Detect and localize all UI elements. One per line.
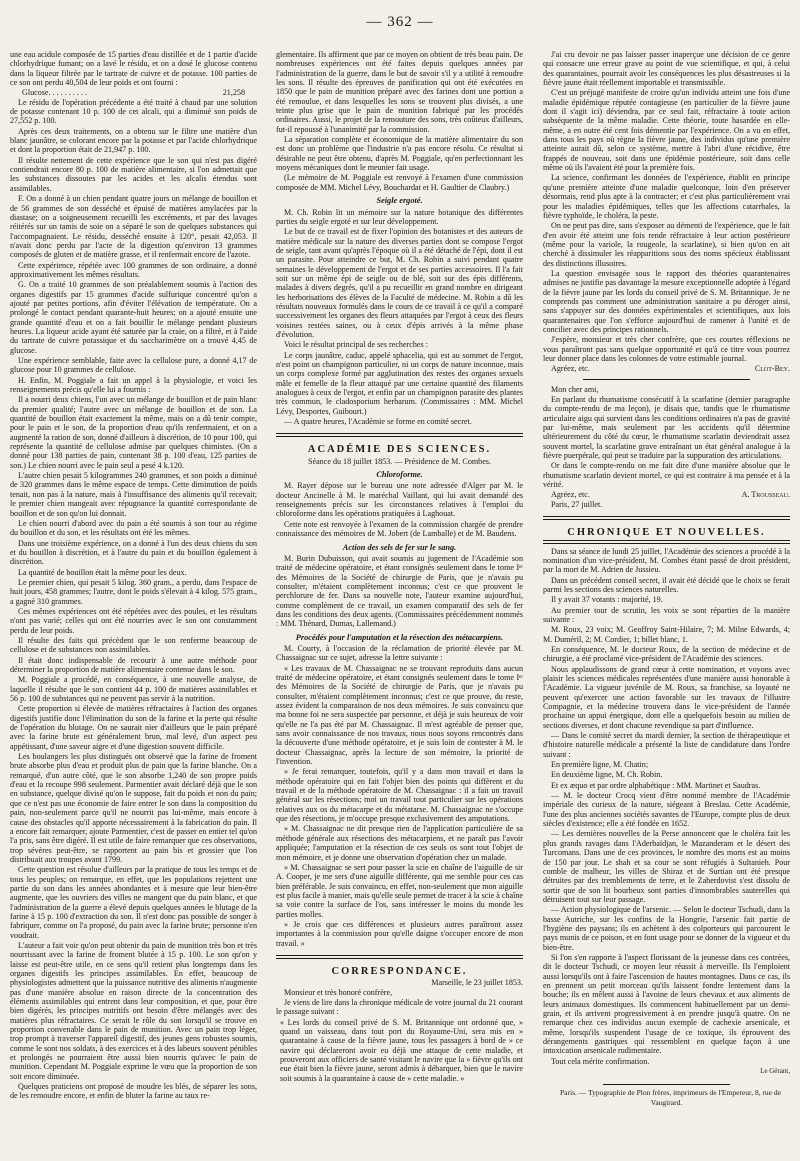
paragraph: — Dans le comité secret du mardi dernier, la section de thérapeutique et d'histoire naturelle médicale a présenté la liste de candidature dans l'ordre suivant : xyxy=(543,731,790,759)
paragraph: Cette note est renvoyée à l'examen de la commission chargée de prendre connaissance des mémoires de M. Jobert (de Lamballe) et de M. Baudens. xyxy=(276,519,523,539)
paragraph: » M. Chassaignac se sert pour passer la scie en chaîne de l'aiguille de sir A. Cooper, je me sers d'une aiguille différente, qui me semble pour ces cas bien préférable. Je suis convaincu, en effet, non-seulement que mon aiguille est plus facile à manier, mais qu'elle seule permet de tracer à la scie à chaîne sa voie contre la surface de l'os, sans intéresser le moins du monde les parties molles. xyxy=(276,862,523,919)
paragraph: Dans une troisième expérience, on a donné à l'un des deux chiens du son et du bouillon à discrétion, et à l'autre du pain et du bouillon également à discrétion. xyxy=(10,538,257,567)
signature-row xyxy=(543,364,790,373)
paragraph: On ne peut pas dire, sans s'exposer au démenti de l'expérience, que le fait d'en avoir été atteint une fois rende réfractaire à leur action postérieure (même pour la variole, la rougeole, la scarlatine), si bien qu'on en ait cherché à dissimuler les réapparitions sous des noms spécieux établissant des distinctions illusoires. xyxy=(543,221,790,268)
paragraph: En deuxième ligne, M. Ch. Robin. xyxy=(551,770,663,780)
gerant-label: Le Gérant, xyxy=(760,1067,790,1076)
closing: Agréez, etc. xyxy=(551,364,590,374)
paragraph: G. On a traité 10 grammes de son préalablement soumis à l'action des organes digestifs par 15 grammes d'acide sulfurique concentré qu'on a ajouté par petites portions, afin d'éviter l'élévation de température. On a prolongé le contact pendant quarante-huit heures; on a ajouté ensuite une grande quantité d'eau et on a fait bouillir le mélange pendant plusieurs heures. La liqueur acide ayant été saturée par la craie, on a filtré, et à l'aide du tartrate de cuivre potassique et du saccharimètre on a trouvé 4,45 de glucose. xyxy=(10,280,257,355)
paragraph: — M. le docteur Crocq vient d'être nommé membre de l'Académie impériale des curieux de la nature, siégeant à Breslau. Cette Académie, l'une des plus anciennes sociétés savantes de l'Europe, compte plus de deux siècles d'existence; elle a été fondée en 1652. xyxy=(543,791,790,829)
paragraph: Il a nourri deux chiens, l'un avec un mélange de bouillon et de pain blanc du premier qualité; l'autre avec un mélange de bouillon et de son. La quantité de bouillon était exactement la même, mais on a dû tenir compte, pour le pain et le son, de la proportion d'eau qu'ils renfermaient, et on a augmenté la ration de son, donné d'ailleurs à discrétion, de 10 pour 100, qui représente la quantité de cellulose admise par quelques chimistes. (On a donné pour 138 parties de pain, contenant 38 p. 100 d'eau, 125 parties de son.) Le chien nourri avec le pain seul a pesé 4 k.120. xyxy=(10,395,257,470)
paragraph: Le chien nourri d'abord avec du pain a été soumis à son tour au régime du bouillon et du son, et les résultats ont été les mêmes. xyxy=(10,518,257,538)
paragraph: Quelques praticiens ont proposé de moudre les blés, de séparer les sons, de les remoudre encore, et enfin de bluter la farine au taux re- xyxy=(10,1082,257,1101)
column-2 xyxy=(276,50,523,1150)
page-header xyxy=(0,0,800,46)
glucose-row xyxy=(10,88,257,97)
paragraph: Le corps jaunâtre, caduc, appelé sphacelia, qui est au sommet de l'ergot, n'est point un champignon particulier, ni un corps de nature inconnue, mais un corps complexe formé par agglutination des restes des organes sexuels mâle et femelle de la fleur attaqué par une certaine quantité des filaments analogues à ceux de l'ergot, et enfin par un champignon parasite des plantes très commun, le cladosporium herbarum. (Commissaires : MM. Michel Lévy, Desportes, Guibourt.) xyxy=(276,350,523,416)
paragraph: Après ces deux traitements, on a obtenu sur le filtre une matière d'un blanc jaunâtre, se colorant encore par la potasse et par l'acide chlorhydrique et dont la proportion était de 21,947 p. 100. xyxy=(10,126,257,155)
divider xyxy=(276,955,523,959)
paragraph: Nous applaudissons de grand cœur à cette nomination, et voyons avec plaisir les sciences médicales représentées d'une manière aussi honorable à l'Académie. La vigueur juvénile de M. Roux, sa franchise, sa loyauté ne peuvent qu'exercer une action favorable sur les travaux de l'illustre Compagnie, et la médecine trouvera dans le vice-président de l'année prochaine un appui énergique, dont elle a quelquefois besoin au milieu de sections diverses, et dont chacune revendique sa part d'influence. xyxy=(543,664,790,730)
paragraph: M. Ch. Robin lit un mémoire sur la nature botanique des différentes parties du seigle ergoté et sur leur développement. xyxy=(276,207,523,226)
paragraph: La séparation complète et économique de la matière alimentaire du son est donc un problème que l'industrie n'a pas encore résolu. Ce résultat si désirable ne peut être obtenu, d'après M. Poggiale, qu'en perfectionnant les moyens mécaniques dont le meunier fait usage. xyxy=(276,135,523,173)
paragraph: M. Rayer dépose sur le bureau une note adressée d'Alger par M. le docteur Ancinelle à M. le maréchal Vaillant, qui lui avait demandé des renseignements précis sur les circonstances relatives à l'emploi du chloroforme dans les opérations pratiquées à Laghouat. xyxy=(276,481,523,519)
section-heading-procedes: Procédés pour l'amputation et la résection des métacarpiens. xyxy=(295,632,504,642)
column-1 xyxy=(10,50,257,1150)
page-number: — 362 — xyxy=(366,14,434,30)
paragraph: H. Enfin, M. Poggiale a fait un appel à la physiologie, et voici les renseignements précis qu'elle lui a fournis : xyxy=(10,375,257,395)
glucose-value: 21,258 xyxy=(222,88,245,98)
paragraph: C'est un préjugé manifeste de croire qu'un individu atteint une fois d'une maladie épidémique réputée contagieuse (en particulier de la fièvre jaune dont il s'agit ici) déviendra, par ce seul fait, réfractaire à toute action subséquente de la même maladie. Cette théorie, toute hasardée en elle-même, a en outre été cent fois démentie par l'expérience. On a vu en effet, dans tous les pays où règne la fièvre jaune, des individus qu'une première atteinte aurait dû, selon ce système, mettre à l'abri d'une récidive, être frappés de nouveau, soit dans une épidémie postérieure, soit dans celle même où ils l'avaient été pour la première fois. xyxy=(543,88,790,173)
paragraph: (Le mémoire de M. Poggiale est renvoyé à l'examen d'une commission composée de MM. Michel Lévy, Bouchardat et H. Gaultier de Claubry.) xyxy=(276,173,523,192)
session-date: Séance du 18 juillet 1853. — Présidence de M. Combes. xyxy=(308,456,491,466)
paragraph: Le but de ce travail est de fixer l'opinion des botanistes et des auteurs de matière médicale sur la nature des diverses parties dont se compose l'ergot de seigle, tant avant qu'après l'époque où il a été détaché de l'épi, dont il est un parasite. Pour atteindre ce but, M. Ch. Robin a suivi pendant quatre semaines le développement de l'ergot et de ses parties accessoires. Il l'a fait soit sur un même épi de seigle ou de blé, soit sur des épis différents, malades à divers degrés, qu'il a pu recueillir en grand nombre en dirigeant les herborisations des élèves de la Faculté de médecine. M. Robin a dû les résultats nouveaux formulés dans le cours de ce travail à ce qu'il a comparé successivement les organes des fleurs attaquées par l'ergot à ceux des fleurs voisines restées saines, ou à ceux d'épis arrivés à la même phase d'évolution. xyxy=(276,227,523,339)
divider xyxy=(603,1084,730,1085)
paragraph: La science, confirmant les données de l'expérience, établit en principe qu'une première atteinte d'une maladie quelconque, loin d'en préserver désormais, rend plus apte à la contracter; et c'est plus particulièrement vrai pour les maladies épidémiques, telles que les affections catarrhales, la fièvre typhoïde, le choléra, la peste. xyxy=(543,173,790,220)
paragraph: Le premier chien, qui pesait 5 kilog. 360 gram., a perdu, dans l'espace de huit jours, 458 grammes; l'autre, dont le poids s'élevait à 4 kilog. 575 gram., a gagné 310 grammes. xyxy=(10,577,257,606)
paragraph: Dans un précédent conseil secret, il avait été décidé que le choix se ferait parmi les sections des sciences naturelles. xyxy=(543,575,790,594)
paragraph: Si l'on s'en rapporte à l'aspect florissant de la jeunesse dans ces contrées, dit le docteur Tschudi, ce moyen leur réussit à merveille. Ils l'emploient aussi lorsqu'ils ont à faire l'ascension de hautes montagnes. Dans ce cas, ils en prennent un petit morceau qu'ils laissent fondre lentement dans la bouche; ils en mêlent aussi à l'avoine de leurs chevaux et aux aliments de leurs animaux domestiques. Ils commencent habituellement par un demi-grain, et ils arrivent progressivement à en prendre jusqu'à quatre. On ne remarque chez ces individus aucun exemple de cachexie arsenicale, et même, lorsqu'ils suspendent l'usage de ce toxique, ils éprouvent des dérangements gastriques qui ressemblent en quelque façon à une intoxication arsenicale rudimentaire. xyxy=(543,952,790,1056)
paragraph: « Les travaux de M. Chassaignac ne se trouvant reproduits dans aucun traité de médecine opératoire, et étant consignés seulement dans le tome Iᵉʳ des Mémoires de la Société de chirurgie de Paris, que je n'avais pu consulter, m'étaient complètement inconnus; c'est ce que prouve, du reste, assez évident la comparaison de nos deux mémoires. Je suis convaincu que ma bonne foi ne sera suspectée par personne, et déjà je suis heureux de voir qu'elle ne l'a pas été par M. Chassaignac. Il m'est agréable de penser que, sans avoir connaissance de nos travaux, nous nous soyons rencontrés dans la découverte d'une méthode opératoire, et je suis loin de contester à M. le docteur Chassaignac, après la lecture de son mémoire, la priorité de l'invention. xyxy=(276,663,523,767)
paragraph: Le résidu de l'opération précédente a été traité à chaud par une solution de potasse contenant 10 p. 100 de cet alcali, qui a diminué son poids de 27,552 p. 100. xyxy=(10,97,257,126)
paragraph: Il y avait 37 votants : majorité, 19. xyxy=(551,595,663,605)
paragraph: L'auteur a fait voir qu'on peut obtenir du pain de munition très bon et très nourrissant avec la farine de froment blutée à 15 p. 100. Le son qu'on y laisse est peut-être utile, en ce sens qu'il retient plus longtemps dans les organes digestifs les principes assimilables. En effet, beaucoup de physiologistes admettent que la puissance nutritive des aliments n'augmente pas d'une manière absolue en raison directe de la concentration des éléments assimilables qui entrent dans leur composition, et que, pour être bien digérés, les principes nutritifs ont besoin d'être mélangés avec des matières plus réfractaires. Ce serait le rôle du son lorsqu'il se trouve en proportion convenable dans le pain de munition. Avec un pain trop léger, trop prompt à traverser l'appareil digestif, des jeunes gens robustes soumis, comme le sont nos soldats, à des exercices et à des labeurs souvent pénibles et prolongés ne pourraient être aussi bien nourris qu'avec le pain de munition. Cependant M. Poggiale exprime le vœu que la proportion de son soit encore diminuée. xyxy=(10,940,257,1081)
paragraph: Je viens de lire dans la chronique médicale de votre journal du 21 courant le passage suivant : xyxy=(276,997,523,1017)
paragraph: Il était donc indispensable de recourir à une autre méthode pour déterminer la proportion de matière alimentaire contenue dans le son. xyxy=(10,655,257,674)
paragraph: — Action physiologique de l'arsenic. — Selon le docteur Tschudi, dans la basse Autriche, sur les confins de la Hongrie, l'arsenic fait partie de l'hygiène des paysans; ils en achètent à des colporteurs qui parcourent le pays munis de ce poison, et en font usage pour se donner de la vigueur et du bien-être. xyxy=(543,905,790,952)
section-title-chronique: CHRONIQUE ET NOUVELLES. xyxy=(567,527,766,539)
paragraph: Les boulangers les plus distingués ont observé que la farine de froment brute absorbe plus d'eau et produit plus de pain que la farine blanche. On a remarqué, d'un autre côté, que le son absorbe 1,240 de son propre poids d'eau et la recoupe 998 seulement. Parmentier avait déclaré déjà que le son en substance, quelque divisé qu'on le suppose, fait du poids et non du pain; que ce n'est pas une économie de faire entrer le son dans la composition du pain, non-seulement parce qu'il ne nourrit pas lui-même, mais encore à cause des obstacles qu'il apporte nécessairement à la fabrication du pain. Il a encore fait remarquer, ajoute Parmentier, c'est de passer en entier tel qu'on l'a pris, sans être digéré. Il est utile de faire remarquer que ces observations, trop sévères peut-être, se rapportent au pain bis et grossier que l'on distribuait aux troupes avant 1799. xyxy=(10,752,257,864)
paragraph: Voici le résultat principal de ses recherches : xyxy=(284,340,428,350)
divider xyxy=(543,516,790,520)
letter-salutation: Mon cher ami, xyxy=(551,384,599,394)
paragraph: F. On a donné à un chien pendant quatre jours un mélange de bouillon et de 56 grammes de son desséché et épuisé de matières amylacées par la diastase; on a soigneusement recueilli les excréments, et par des lavages réitérés sur un tamis de soie on a séparé le son de quelques substances qui l'accompagnaient. Le résidu, desséché ensuite à 120°, pesait 42,053. Il n'avait donc perdu par l'acte de la digestion qu'environ 13 grammes composés de gluten et de matière grasse, et il renfermait encore de l'azote. xyxy=(10,194,257,260)
paragraph: Au premier tour de scrutin, les voix se sont réparties de la manière suivante : xyxy=(543,605,790,624)
paragraph: J'ai cru devoir ne pas laisser passer inaperçue une décision de ce genre qui consacre une erreur grave au point de vue scientifique, et qui, à celui des quarantaines, pourrait avoir les conséquences les plus désastreuses si la fièvre jaune était réellement importable et transmissible. xyxy=(543,50,790,88)
paragraph: Dans sa séance de lundi 25 juillet, l'Académie des sciences a procédé à la nomination d'un vice-président, M. Combes étant passé de droit président, par la mort de M. Adrien de Jussieu. xyxy=(543,546,790,575)
section-title-academie: ACADÉMIE DES SCIENCES. xyxy=(307,444,492,456)
paragraph: Il résulte des faits qui précèdent que le son renferme beaucoup de cellulose et de substances non assimilables. xyxy=(10,635,257,655)
paragraph: Tout cela mérite confirmation. xyxy=(551,1056,650,1066)
paragraph: J'espère, monsieur et très cher confrère, que ces courtes réflexions ne vous paraîtront pas sans quelque opportunité et qu'à ce titre vous pourrez leur donner place dans les colonnes de votre estimable journal. xyxy=(543,335,790,363)
divider xyxy=(583,379,750,380)
letter-place-date: Marseille, le 23 juillet 1853. xyxy=(431,978,523,988)
paragraph: Il résulte nettement de cette expérience que le son qui n'est pas digéré contiendrait encore 80 p. 100 de matière alimentaire, si l'on admettait que les substances dissoutes par les acides et les alcalis étendus sont assimilables. xyxy=(10,155,257,193)
divider xyxy=(543,540,790,544)
signature: A. Trousseau. xyxy=(741,490,790,500)
paragraph: En conséquence, M. le docteur Roux, de la section de médecine et de chirurgie, a été proclamé vice-président de l'Académie des sciences. xyxy=(543,644,790,664)
paragraph: Une expérience semblable, faite avec la cellulose pure, a donné 4,17 de glucose pour 10 grammes de cellulose. xyxy=(10,356,257,375)
paragraph: La question envisagée sous le rapport des théories quarantenaires admises ne justifie pas davantage la mesure exceptionnelle adoptée à l'égard de la fièvre jaune par les lords du conseil privé de S. M. Britannique. Je ne comprends pas comment une administration sanitaire a pu déroger ainsi, sans s'appuyer sur des données expérimentales et scientifiques, aux lois quarantenaires que l'on s'efforce aujourd'hui de ramener à l'unité et de concilier avec des principes rationnels. xyxy=(543,268,790,334)
printer-imprint: Paris. — Typographie de Plon frères, imprimeurs de l'Empereur, 8, rue de Vaugirard. xyxy=(560,1088,781,1107)
paragraph: Ces mêmes expériences ont été répétées avec des poules, et les résultats n'ont pas varié; celles qui ont été nourries avec le son ont constamment perdu de leur poids. xyxy=(10,606,257,635)
paragraph: En parlant du rhumatisme consécutif à la scarlatine (dernier paragraphe du compte-rendu de ma leçon), je disais que, tandis que le rhumatisme articulaire aigu qui survient dans les conditions ordinaires n'a pas de gravité par lui-même, mais seulement par les accidents qu'il détermine ultérieurement du côté du cœur, le rhumatisme scarlatin deviendrait assez souvent mortel, la scarlatine grave entraînant un état général analogue à la fièvre puerpérale, qui peut se traduire par la suppuration des articulations. xyxy=(543,395,790,461)
paragraph: Cette question est résolue d'ailleurs par la pratique de tous les temps et de tous les peuples; on remarque, en effet, que les populations rejettent une partie du son dans les années abondantes et à mesure que leur bien-être augmente, que les ouvriers des villes ne mangent que du pain blanc, et que l'administration de la guerre a élevé depuis quelques années le blutage de la farine à 15 p. 100 d'extraction du son. Il n'est donc pas possible de songer à fabriquer, comme on l'a proposé, du pain avec la farine brute; personne n'en voudrait. xyxy=(10,865,257,940)
paragraph: » M. Chassaignac ne dit presque rien de l'application particulière de sa méthode générale aux résections des métacarpiens, et ne paraît pas l'avoir appliquée; l'amputation et la résection de ces seuls os sont tout l'objet de mon mémoire, et je donne une observation d'opération chez un malade. xyxy=(276,824,523,862)
paragraph: La quantité de bouillon était la même pour les deux. xyxy=(18,567,187,577)
paragraph: Et ex æquo et par ordre alphabétique : MM. Martinet et Saudras. xyxy=(551,780,761,790)
paragraph: En première ligne, M. Chatin; xyxy=(551,760,649,770)
paragraph: — Les dernières nouvelles de la Perse annoncent que le choléra fait les plus grands ravages dans l'Aderbaïdjan, le Mazanderam et le désert des Turcomans. Dans une de ces provinces, le nombre des morts est au moins de 150 par jour. Le shah et sa cour se sont réfugiés à Sultanieh. Pour comble de malheur, les villes de Shiraz et de Surtian ont été presque détruites par des tremblements de terre, et le Zaherdovist s'est dissolu de sortir que de son lit bourbeux sont parties d'innombrables sauterelles qui détruisent tout sur leur passage. xyxy=(543,829,790,904)
letter-date: Paris, 27 juillet. xyxy=(551,499,603,509)
paragraph: M. Burin Dubuisson, qui avait soumis au jugement de l'Académie son traité de médecine opératoire, et étant consignés seulement dans le tome Iᵉʳ des Mémoires de la Société de chirurgie de Paris, que je n'avais pu consulter, m'étaient complètement inconnus; c'est ce que prouvent le perchlorure de fer. Dans sa nouvelle note, l'auteur examine aujourd'hui, comme complément de ce travail, un examen comparatif des sels de fer dans les conditions des deux agents. (Commissaires précédemment nommés : MM. Thénard, Dumas, Lallemand.) xyxy=(276,553,523,629)
column-3 xyxy=(543,50,790,1150)
paragraph: M. Courty, à l'occasion de la réclamation de priorité élevée par M. Chassaignac sur ce sujet, adresse la lettre suivante : xyxy=(276,643,523,663)
paragraph: Cette expérience, répétée avec 100 grammes de son ordinaire, a donné approximativement les mêmes résultats. xyxy=(10,260,257,279)
signature-row xyxy=(543,490,790,499)
glucose-label: Glucose. . . . . . . . . . xyxy=(22,88,87,98)
paragraph: » Je ferai remarquer, toutefois, qu'il y a dans mon travail et dans la méthode opératoire qui en fait l'objet bien des points qui diffèrent et du travail et de la méthode opératoire de M. Chassaignac : il a fait un travail général sur les résections; moi un travail tout particulier sur les opérations relatives aux os du métacarpe et du métatarse. M. Chassaignac ne s'occupe que des résections, je m'occupe presque exclusivement des amputations. xyxy=(276,767,523,824)
divider xyxy=(276,433,523,437)
paragraph: L'autre chien pesait 5 kilogrammes 240 grammes, et son poids a diminué de 320 grammes dans le même espace de temps. Cette diminution de poids tenait, non pas à la nature, mais à l'insuffisance des aliments qu'il recevait; le premier chien mangeait avec répugnance la quantité correspondante de bouillon et de son qu'on lui donnait. xyxy=(10,471,257,518)
paragraph: M. Poggiale a procédé, en conséquence, à une nouvelle analyse, de laquelle il résulte que le son contient 44 p. 100 de matières assimilables et 56 p. 100 de substances qui ne peuvent pas servir à la nutrition. xyxy=(10,675,257,704)
section-heading-seigle: Seigle ergoté. xyxy=(376,196,423,206)
section-title-correspondance: CORRESPONDANCE. xyxy=(331,965,468,977)
paragraph: une eau acidule composée de 15 parties d'eau distillée et de 1 partie d'acide chlorhydrique fumant; on a lavé le résidu, et on a dosé le glucose contenu dans la liqueur filtrée par le tartrate de cuivre et de potasse. 100 parties de ce son ont perdu 40,504 de leur poids et ont fourni : xyxy=(10,50,257,88)
letter-salutation: Monsieur et très honoré confrère, xyxy=(284,987,393,997)
signature: Clot-Bey. xyxy=(754,364,790,374)
paragraph: Or dans le compte-rendu on me fait dire d'une manière absolue que le rhumatisme scarlatin devient mortel, ce qui est contraire à ma pensée et à la vérité. xyxy=(543,461,790,490)
section-heading-chloroforme: Chloroforme. xyxy=(376,470,423,480)
paragraph: — A quatre heures, l'Académie se forme en comité secret. xyxy=(284,417,472,427)
quotation: « Les lords du conseil privé de S. M. Britannique ont ordonné que, » quand un vaisseau, dans tout port du Royaume-Uni, sera mis en » quarantaine à cause de la fièvre jaune, tous les passagers à bord de » ce navire qui déclareront avoir eu déjà une attaque de cette maladie, et prouveront aux officiers de santé visitant le navire que la » fièvre qu'ils ont eue était bien la fièvre jaune, seront admis à débarquer, bien que le navire soit soumis à la quarantaine à cause de » cette maladie. » xyxy=(280,1017,523,1083)
paragraph: » Je crois que ces différences et plusieurs autres paraîtront assez importantes à la commission pour qu'elle daigne s'occuper encore de mon travail. » xyxy=(276,919,523,948)
paragraph: Cette proportion si élevée de matières réfractaires à l'action des organes digestifs justifie donc l'élimination du son de la farine et la perte qui résulte de l'opération du blutage. On ne saurait nier d'ailleurs que le pain préparé avec la farine brute est généralement brun, mal levé, d'un aspect peu appétissant, d'une saveur aigre et d'une digestion souvent difficile. xyxy=(10,704,257,751)
paragraph: glementaire. Ils affirment que par ce moyen on obtient de très beau pain. De nombreuses expériences ont été faites depuis quelques années par l'administration de la guerre, dans le but de savoir s'il y a utilité à remoudre les sons. Il résulte des épreuves de panification qui ont été exécutées en 1850 que le pain de munition préparé avec des farines dont une portion a été remoulue, et dans lesquelles les sons se trouvent plus divisés, a une teinte plus grise que le pain de munition fabriqué par les procédés ordinaires. Aussi, le projet de la remouture des sons, très coûteux d'ailleurs, fut-il repoussé à l'unanimité par la commission. xyxy=(276,50,523,134)
paragraph: M. Roux, 23 voix; M. Geoffroy Saint-Hilaire, 7; M. Milne Edwards, 4; M. Duméril, 2; M. Cordier, 1; billet blanc, 1. xyxy=(543,625,790,644)
section-heading-sang: Action des sels de fer sur le sang. xyxy=(342,542,457,552)
closing: Agréez, etc. xyxy=(551,490,590,500)
